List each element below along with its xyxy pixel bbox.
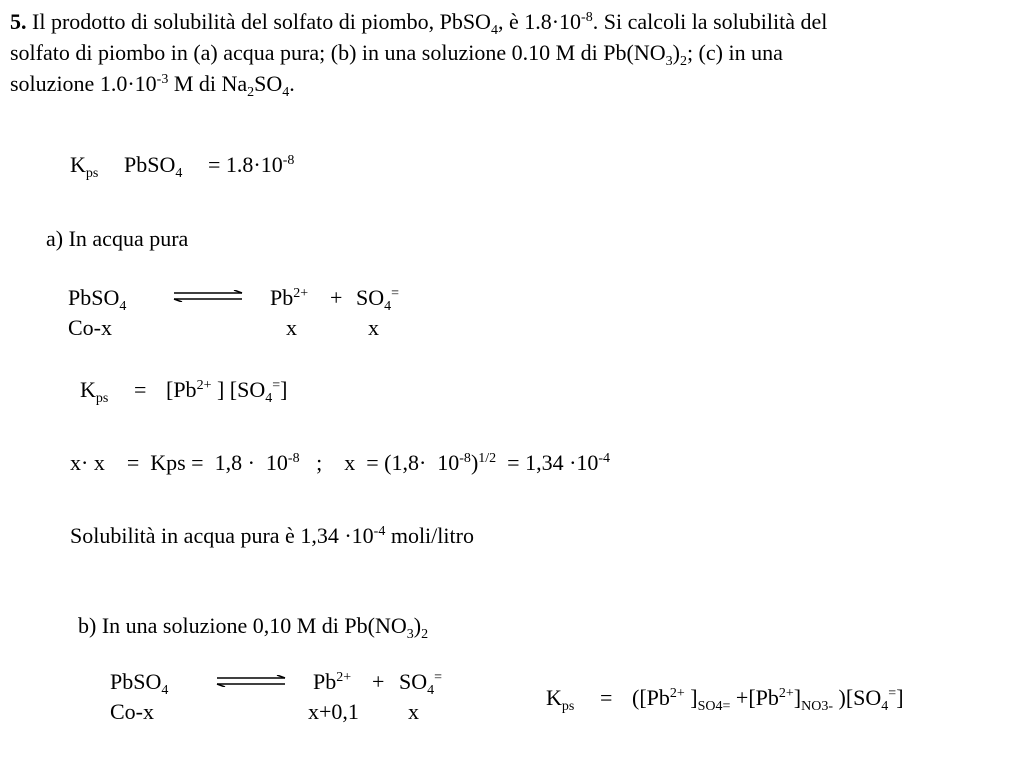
part-a-plus: + [330,285,343,310]
problem-line-3: soluzione $1.0\cdot 10^{-3}$ M di $Na_2SO_4$. [10,71,295,100]
part-b-kps-expr: ([$Pb^{2+}$ ]$_{SO4=} +[Pb^{2+}]_{NO3-}$ )$[SO_4^=]$ [632,685,904,714]
equilibrium-arrow-icon [215,675,287,687]
part-b-product-so4: $SO_4^=$ [399,669,443,698]
part-b-reactant: PbSO$_4$ [110,669,169,698]
part-b-title: b) In una soluzione 0,10 M di $Pb(NO_3)_2$ [78,613,429,642]
part-b-conc-pb: x+0,1 [308,699,359,724]
kps-definition: $K_{ps}$ [70,152,99,181]
part-a-product-pb: $Pb^{2+}$ [270,285,309,310]
problem-number: 5. [10,9,27,34]
problem-line-1: 5. Il prodotto di solubilità del solfato di piombo, PbSO$_4$, è $1.8\cdot 10^{-8}$. Si calcoli la solubilità del [10,9,828,38]
part-a-conc-so4: x [368,315,379,340]
part-a-calculation: x· x = Kps = $1,8 \cdot 10^{-8}$ ; $x = (1,8\cdot 10^{-8})^{1/2} = 1,34 \cdot 10^{-4}$ [70,450,611,475]
part-b-conc-so4: x [408,699,419,724]
part-b-conc-reactant: Co-x [110,699,154,724]
part-a-kps-eq: = [134,377,147,402]
part-a-product-so4: $SO_4^=$ [356,285,400,314]
part-a-kps-k: $K_{ps}$ [80,377,109,406]
kps-value: = $1.8\cdot 10^{-8}$ [208,152,295,177]
part-a-conc-reactant: Co-x [68,315,112,340]
part-a-title: a) In acqua pura [46,226,189,251]
part-b-kps-eq: = [600,685,613,710]
part-a-reactant: PbSO$_4$ [68,285,127,314]
part-b-kps-k: $K_{ps}$ [546,685,575,714]
part-a-conc-pb: x [286,315,297,340]
equilibrium-arrow-icon [172,290,244,302]
kps-species: PbSO$_4$ [124,152,183,181]
part-b-plus: + [372,669,385,694]
part-b-product-pb: $Pb^{2+}$ [313,669,352,694]
part-a-solubility: Solubilità in acqua pura è $1,34 \cdot 10^{-4}$ moli/litro [70,523,474,548]
part-a-kps-expr: [$Pb^{2+}$ ] $[SO_4^=]$ [166,377,288,406]
problem-line-2: solfato di piombo in (a) acqua pura; (b) in una soluzione 0.10 M di $Pb(NO_3)_2$; (c) in una [10,40,783,69]
